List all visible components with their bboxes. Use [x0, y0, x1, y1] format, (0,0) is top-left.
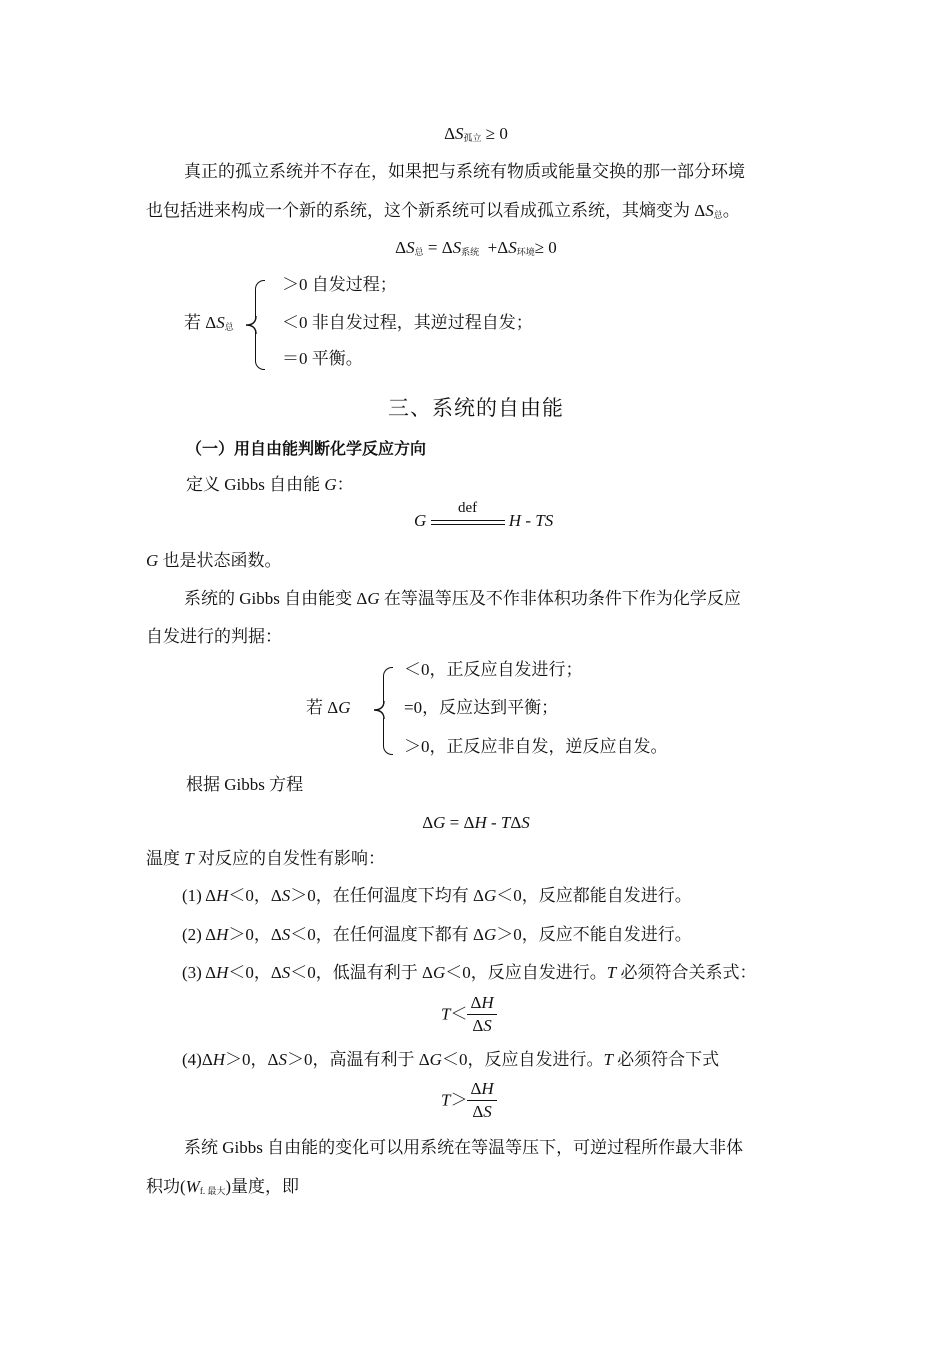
paragraph-line: 温度 T 对反应的自发性有影响： [146, 849, 385, 868]
list-item: (2) ΔH＞0，ΔS＜0，在任何温度下都有 ΔG＞0，反应不能自发进行。 [182, 925, 692, 944]
equation-isolated-entropy: $\Delta S_{孤立} \ge 0$ [444, 124, 508, 143]
section-title: 三、系统的自由能 [388, 396, 564, 420]
equation-total-entropy: $\Delta S_总 = \Delta S_{系统} +\Delta S_{环境}\ge 0$ [395, 238, 557, 257]
list-item: (4)ΔH＞0，ΔS＞0，高温有利于 ΔG＜0，反应自发进行。T 必须符合下式 [182, 1050, 720, 1069]
paragraph-line: 真正的孤立系统并不存在，如果把与系统有物质或能量交换的那一部分环境 [184, 162, 745, 181]
case-lead: 若 $\Delta S_总$ [184, 313, 234, 332]
paragraph-line: 也包括进来构成一个新的系统，这个新系统可以看成孤立系统，其熵变为 $\Delta S_总$。 [146, 201, 740, 220]
paragraph-line: 定义 Gibbs 自由能 G： [186, 475, 354, 494]
paragraph-line: 系统 Gibbs 自由能的变化可以用系统在等温等压下，可逆过程所作最大非体 [184, 1138, 744, 1157]
subsection-title: （一）用自由能判断化学反应方向 [186, 439, 427, 458]
equation-gibbs: ΔG = ΔH - TΔS [422, 813, 530, 832]
brace-tip [244, 316, 258, 334]
case-lead: 若 ΔG [306, 698, 351, 717]
paragraph-line: 系统的 Gibbs 自由能变 ΔG 在等温等压及不作非体积功条件下作为化学反应 [184, 589, 741, 608]
paragraph-line: 积功$(W_{f. 最大})$量度，即 [146, 1177, 300, 1196]
left-brace-upper [383, 667, 393, 703]
left-brace-upper [255, 280, 265, 319]
equation-temperature-upper-bound: T＜ $\frac{\Delta H}{\Delta S}$ [441, 992, 497, 1037]
left-brace-lower [255, 330, 265, 370]
paragraph-line: 根据 Gibbs 方程 [186, 775, 304, 794]
equation-gibbs-definition: G def H - TS [414, 500, 554, 530]
case-item: ＞0 自发过程； [282, 275, 397, 294]
case-item: ＜0 非自发过程，其逆过程自发； [282, 313, 533, 332]
case-item: ＞0，正反应非自发，逆反应自发。 [404, 737, 668, 756]
list-item: (1) ΔH＜0，ΔS＞0，在任何温度下均有 ΔG＜0，反应都能自发进行。 [182, 886, 692, 905]
list-item: (3) ΔH＜0，ΔS＜0，低温有利于 ΔG＜0，反应自发进行。T 必须符合关系式： [182, 963, 757, 982]
brace-tip [372, 701, 386, 719]
paragraph-line: G 也是状态函数。 [146, 551, 282, 570]
left-brace-lower [383, 718, 393, 755]
paragraph-line: 自发进行的判据： [146, 627, 282, 646]
equation-temperature-lower-bound: T＞ $\frac{\Delta H}{\Delta S}$ [441, 1078, 497, 1123]
case-item: ＜0，正反应自发进行； [404, 660, 583, 679]
case-item: =0，反应达到平衡； [404, 698, 559, 717]
case-item: ＝0 平衡。 [282, 349, 363, 368]
